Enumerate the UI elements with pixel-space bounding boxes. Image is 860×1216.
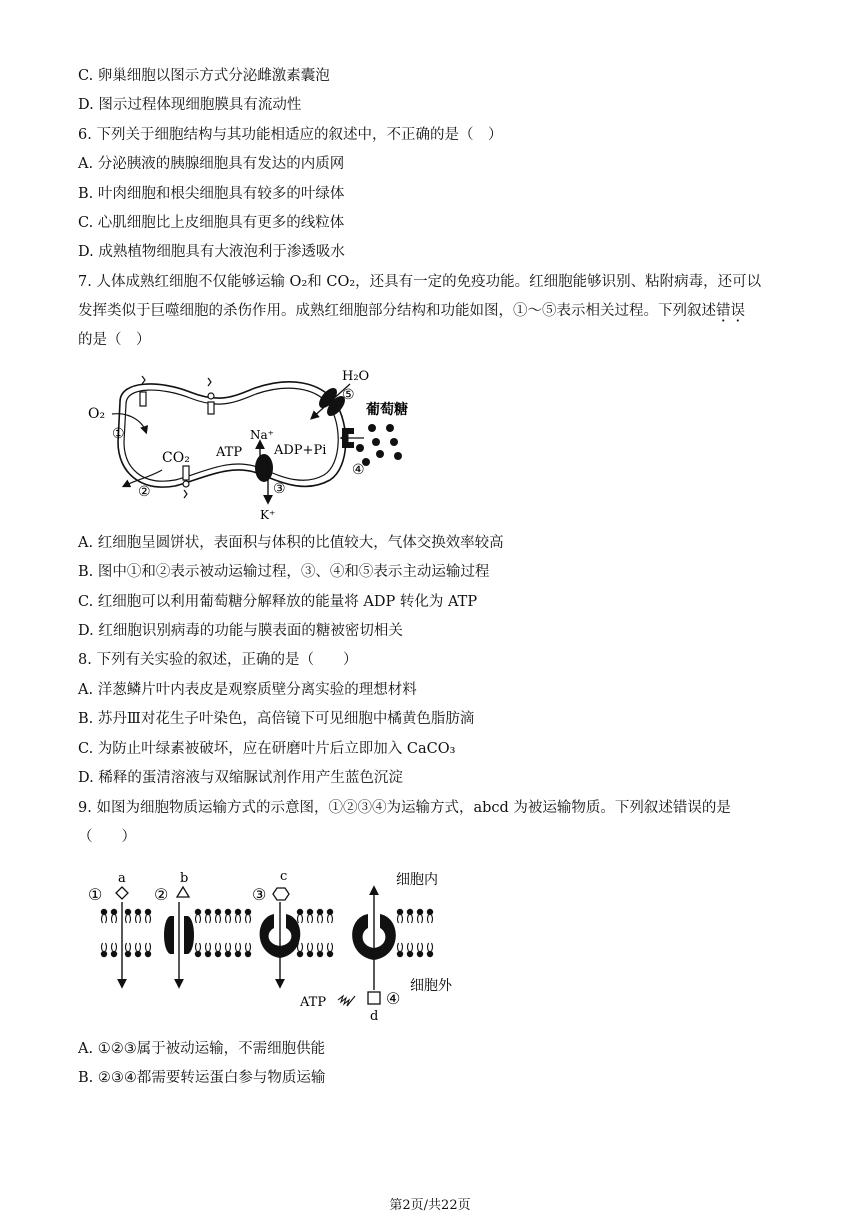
figure-red-blood-cell — [80, 362, 420, 522]
label-step-2: ② — [138, 484, 151, 500]
substance-c-hexagon — [273, 888, 289, 900]
membrane-protein-bottom — [183, 466, 189, 498]
membrane-protein-top-mid — [208, 378, 214, 414]
option-b-q9: B. ②③④都需要转运蛋白参与物质运输 — [78, 1070, 326, 1086]
option-c-q8: C. 为防止叶绿素被破坏，应在研磨叶片后立即加入 CaCO₃ — [78, 741, 456, 757]
substance-a-diamond — [116, 887, 128, 899]
substance-d-square — [368, 992, 380, 1004]
label-atp: ATP — [216, 445, 243, 460]
option-a-q8: A. 洋葱鳞片叶内表皮是观察质壁分离实验的理想材料 — [78, 682, 417, 698]
glucose-molecules — [356, 424, 402, 466]
label-way-2: ② — [154, 885, 169, 904]
cell-membrane-inner — [124, 388, 338, 481]
option-d-q7: D. 红细胞识别病毒的功能与膜表面的糖被密切相关 — [78, 623, 403, 639]
label-substance-d: d — [370, 1009, 379, 1022]
question-7-line2: 发挥类似于巨噬细胞的杀伤作用。成熟红细胞部分结构和功能如图，①～⑤表示相关过程。下列叙述错误 — [78, 303, 745, 319]
label-step-5: ⑤ — [342, 387, 355, 403]
sodium-potassium-pump — [255, 454, 273, 482]
question-9-line1: 9. 如图为细胞物质运输方式的示意图，①②③④为运输方式，abcd 为被运输物质。下列叙述错误的是 — [78, 800, 731, 816]
emphasis-char: 错 — [716, 303, 731, 319]
label-way-4: ④ — [386, 989, 401, 1008]
label-substance-b: b — [180, 871, 189, 886]
question-6: 6. 下列关于细胞结构与其功能相适应的叙述中，不正确的是（ ） — [78, 127, 503, 143]
figure-membrane-transport — [84, 862, 474, 1022]
cell-membrane-outer — [118, 382, 346, 487]
question-7-line3: 的是（ ） — [78, 332, 151, 348]
option-a-q9: A. ①②③属于被动运输，不需细胞供能 — [78, 1041, 326, 1057]
label-inside: 细胞内 — [396, 872, 438, 888]
label-step-1: ① — [112, 426, 125, 442]
label-substance-c: c — [280, 869, 288, 884]
label-step-3: ③ — [273, 481, 286, 497]
option-b-q8: B. 苏丹Ⅲ对花生子叶染色，高倍镜下可见细胞中橘黄色脂肪滴 — [78, 711, 475, 727]
page-footer: 第2页/共22页 — [389, 1198, 471, 1213]
label-o2: O₂ — [88, 406, 106, 422]
substance-b-triangle — [177, 887, 189, 897]
question-8: 8. 下列有关实验的叙述，正确的是（ ） — [78, 652, 358, 668]
option-b-q6: B. 叶肉细胞和根尖细胞具有较多的叶绿体 — [78, 186, 345, 202]
label-co2: CO₂ — [162, 450, 190, 466]
option-d-q8: D. 稀释的蛋清溶液与双缩脲试剂作用产生蓝色沉淀 — [78, 770, 403, 786]
option-c-q5: C. 卵巢细胞以图示方式分泌雌激素囊泡 — [78, 68, 330, 84]
label-step-4: ④ — [352, 462, 365, 478]
option-d-q6: D. 成熟植物细胞具有大液泡利于渗透吸水 — [78, 244, 345, 260]
label-atp-2: ATP — [300, 995, 327, 1010]
option-d-q5: D. 图示过程体现细胞膜具有流动性 — [78, 97, 302, 113]
question-7-line1: 7. 人体成熟红细胞不仅能够运输 O₂和 CO₂，还具有一定的免疫功能。红细胞能够识别、粘附病毒，还可以 — [78, 274, 762, 290]
option-c-q6: C. 心肌细胞比上皮细胞具有更多的线粒体 — [78, 215, 345, 231]
label-na: Na⁺ — [250, 428, 274, 442]
emphasis-char: 误 — [730, 303, 745, 319]
label-glucose: 葡萄糖 — [366, 402, 408, 418]
label-outside: 细胞外 — [410, 978, 452, 994]
label-k: K⁺ — [260, 508, 276, 522]
question-9-line2: （ ） — [78, 829, 136, 845]
label-way-3: ③ — [252, 885, 267, 904]
label-substance-a: a — [118, 871, 126, 886]
label-h2o: H₂O — [342, 369, 370, 384]
option-a-q6: A. 分泌胰液的胰腺细胞具有发达的内质网 — [78, 156, 345, 172]
option-c-q7: C. 红细胞可以利用葡萄糖分解释放的能量将 ADP 转化为 ATP — [78, 594, 478, 610]
label-adp-pi: ADP+Pi — [274, 443, 327, 458]
label-way-1: ① — [88, 885, 103, 904]
option-b-q7: B. 图中①和②表示被动运输过程，③、④和⑤表示主动运输过程 — [78, 564, 490, 580]
option-a-q7: A. 红细胞呈圆饼状，表面积与体积的比值较大，气体交换效率较高 — [78, 535, 504, 551]
